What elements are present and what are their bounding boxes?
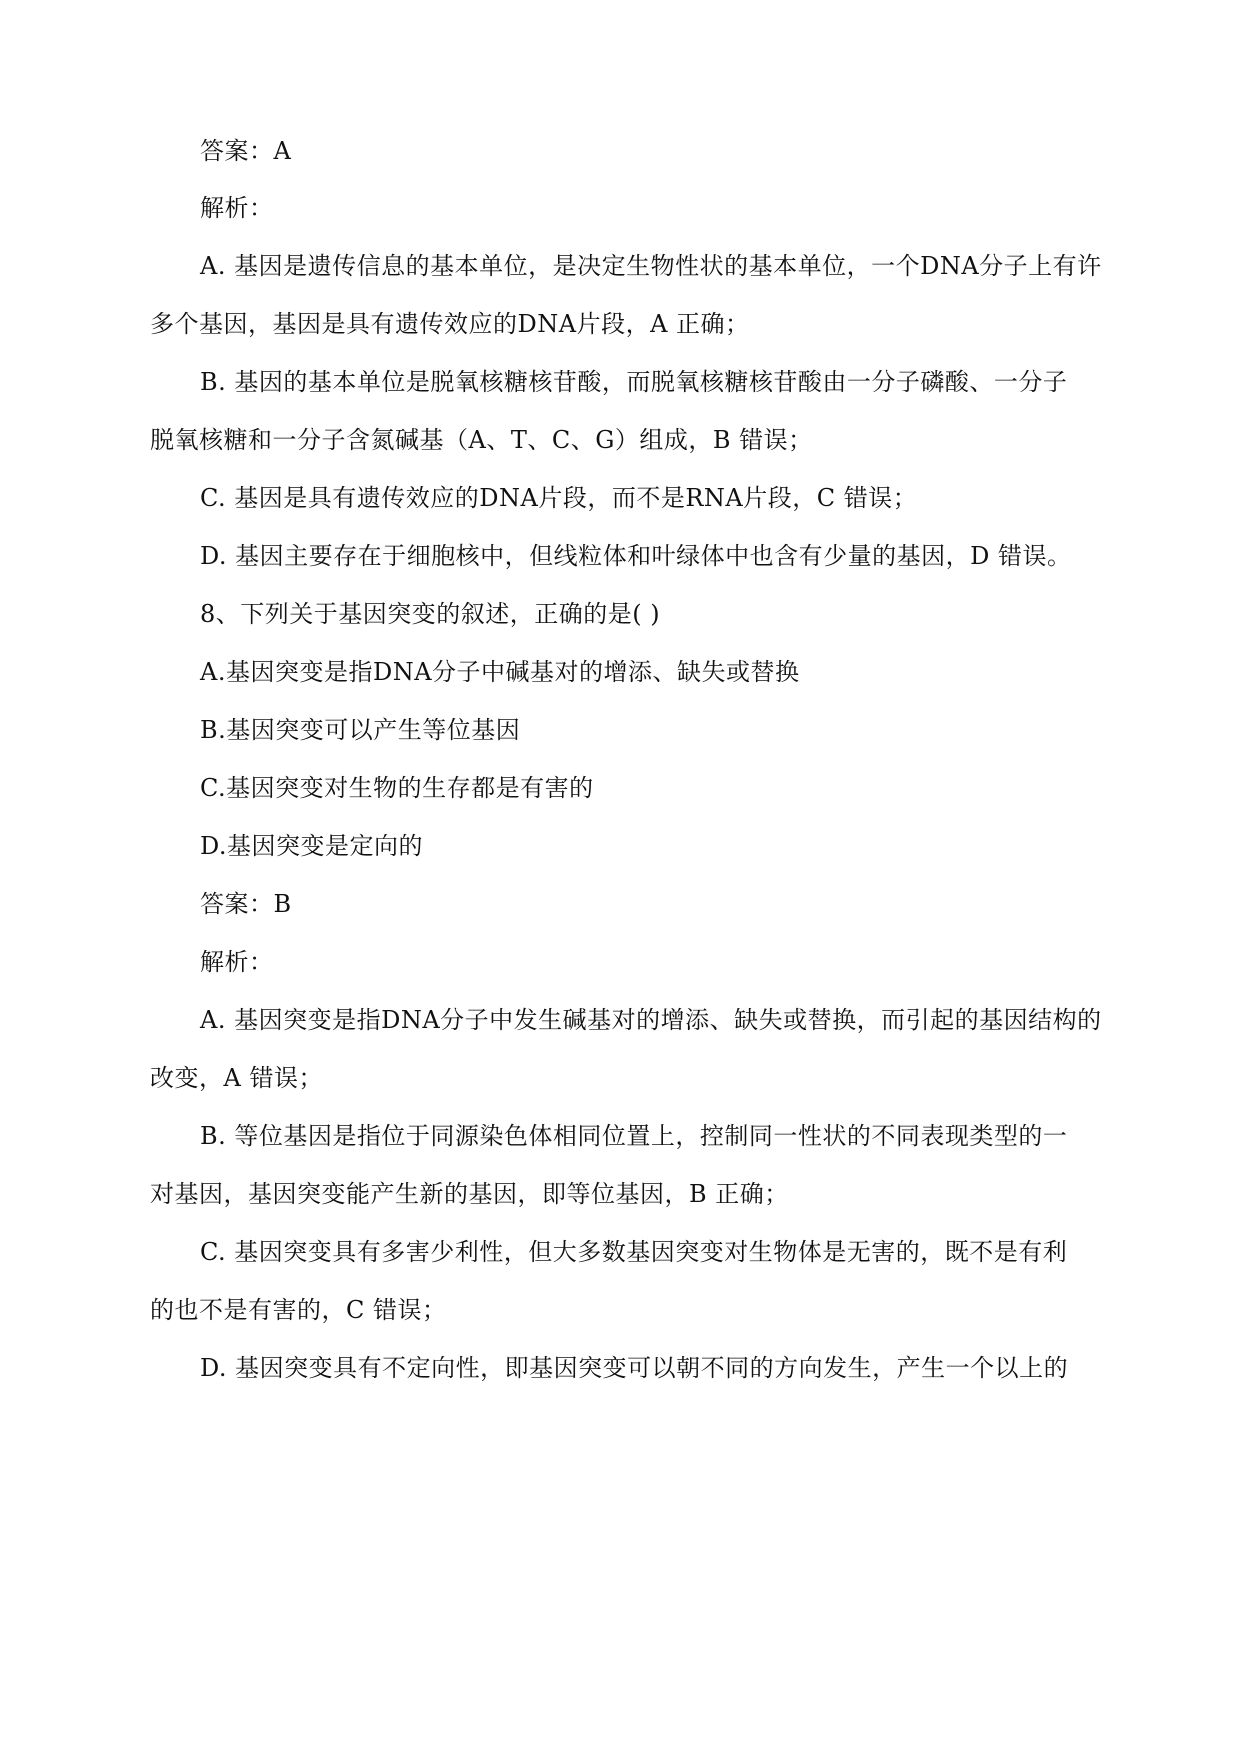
analysis2-b-line-1: B. 等位基因是指位于同源染色体相同位置上，控制同一性状的不同表现类型的一	[200, 1122, 1068, 1150]
option-d: D.基因突变是定向的	[200, 832, 424, 860]
option-c: C.基因突变对生物的生存都是有害的	[200, 774, 594, 802]
analysis2-a-line-1: A. 基因突变是指DNA分子中发生碱基对的增添、缺失或替换，而引起的基因结构的	[200, 1006, 1102, 1034]
analysis2-b-line-2: 对基因，基因突变能产生新的基因，即等位基因，B 正确；	[150, 1180, 789, 1208]
analysis-b-line-2: 脱氧核糖和一分子含氮碱基（A、T、C、G）组成，B 错误；	[150, 426, 813, 454]
analysis-a-line-2: 多个基因，基因是具有遗传效应的DNA片段，A 正确；	[150, 310, 750, 338]
answer-line-2: 答案：B	[200, 890, 292, 918]
option-b: B.基因突变可以产生等位基因	[200, 716, 521, 744]
analysis-a-line-1: A. 基因是遗传信息的基本单位，是决定生物性状的基本单位，一个DNA分子上有许	[200, 252, 1102, 280]
analysis2-d-line-1: D. 基因突变具有不定向性，即基因突变可以朝不同的方向发生，产生一个以上的	[200, 1354, 1069, 1382]
analysis2-c-line-2: 的也不是有害的，C 错误；	[150, 1296, 447, 1324]
analysis-b-line-1: B. 基因的基本单位是脱氧核糖核苷酸，而脱氧核糖核苷酸由一分子磷酸、一分子	[200, 368, 1068, 396]
analysis-c-line: C. 基因是具有遗传效应的DNA片段，而不是RNA片段，C 错误；	[200, 484, 918, 512]
analysis2-a-line-2: 改变，A 错误；	[150, 1064, 323, 1092]
option-a: A.基因突变是指DNA分子中碱基对的增添、缺失或替换	[200, 658, 800, 686]
question-8: 8、下列关于基因突变的叙述，正确的是( )	[200, 600, 661, 628]
analysis-heading-2: 解析：	[200, 948, 274, 976]
analysis2-c-line-1: C. 基因突变具有多害少利性，但大多数基因突变对生物体是无害的，既不是有利	[200, 1238, 1068, 1266]
answer-line: 答案：A	[200, 137, 292, 165]
analysis-d-line: D. 基因主要存在于细胞核中，但线粒体和叶绿体中也含有少量的基因，D 错误。	[200, 542, 1072, 570]
analysis-heading: 解析：	[200, 194, 274, 222]
